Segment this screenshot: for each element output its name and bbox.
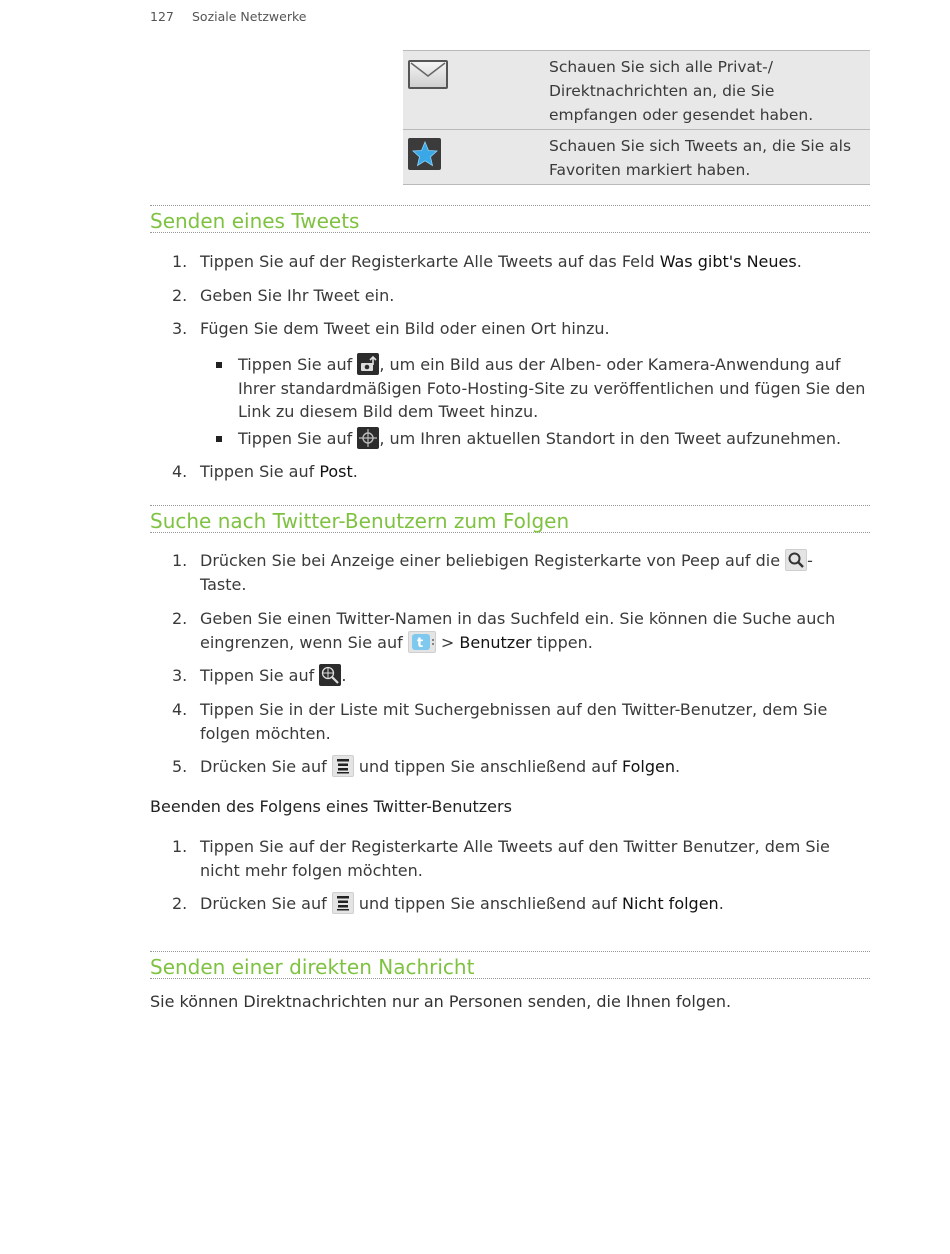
list-item: 2. Geben Sie Ihr Tweet ein. xyxy=(172,286,395,305)
icon-table xyxy=(403,50,870,185)
section-direkte-nachricht xyxy=(150,951,870,979)
list-item: 3. Tippen Sie auf . xyxy=(172,666,347,685)
chapter-title: Soziale Netzwerke xyxy=(192,9,307,24)
table-row xyxy=(403,129,870,184)
location-icon xyxy=(357,427,379,449)
page-number: 127 xyxy=(150,9,174,24)
mail-icon xyxy=(408,60,448,89)
list-item: 5. Drücken Sie auf und tippen Sie anschließend auf Folgen. xyxy=(172,757,681,776)
table-cell-description: Schauen Sie sich Tweets an, die Sie als Favoriten markiert haben. xyxy=(549,137,852,179)
table-row xyxy=(403,51,870,129)
page-header xyxy=(150,9,306,24)
bullet-marker xyxy=(216,436,222,442)
svg-text:t: t xyxy=(416,635,424,651)
camera-upload-icon xyxy=(357,353,379,375)
section-title: Senden eines Tweets xyxy=(150,205,870,233)
section-suche-benutzer xyxy=(150,505,870,533)
menu-key-icon xyxy=(332,755,354,777)
web-search-icon xyxy=(319,664,341,686)
list-item: 2. Drücken Sie auf und tippen Sie anschließend auf Nicht folgen. xyxy=(172,894,724,913)
list-item: 1. Tippen Sie auf der Registerkarte Alle Tweets auf den Twitter Benutzer, dem Sie nicht mehr folgen möchten. xyxy=(172,837,830,880)
list-item: 1. Drücken Sie bei Anzeige einer beliebigen Registerkarte von Peep auf die - Taste. xyxy=(172,551,813,594)
section-senden-tweets xyxy=(150,205,870,233)
list-item: 4. Tippen Sie auf Post. xyxy=(172,462,358,481)
section-title: Senden einer direkten Nachricht xyxy=(150,951,870,979)
paragraph: Sie können Direktnachrichten nur an Personen senden, die Ihnen folgen. xyxy=(150,992,732,1011)
section-title: Suche nach Twitter-Benutzern zum Folgen xyxy=(150,505,870,533)
menu-key-icon xyxy=(332,892,354,914)
subheading-unfollow: Beenden des Folgens eines Twitter-Benutzers xyxy=(150,797,512,816)
bullet-marker xyxy=(216,362,222,368)
star-icon xyxy=(408,138,441,170)
bullet-item: Tippen Sie auf , um ein Bild aus der Alben- oder Kamera-Anwendung auf Ihrer standardmäßigen Foto-Hosting-Site zu veröffentlichen und fügen Sie den Link zu diesem Bild dem Tweet hinzu. xyxy=(150,353,870,424)
search-key-icon xyxy=(785,549,807,571)
list-item: 4. Tippen Sie in der Liste mit Suchergebnissen auf den Twitter-Benutzer, dem Sie folgen möchten. xyxy=(172,700,828,743)
list-item: 3. Fügen Sie dem Tweet ein Bild oder einen Ort hinzu. xyxy=(172,319,610,338)
list-item: 2. Geben Sie einen Twitter-Namen in das Suchfeld ein. Sie können die Suche auch eingrenzen, wenn Sie auf t > Benutzer tippen. xyxy=(172,609,836,652)
list-item: 1. Tippen Sie auf der Registerkarte Alle Tweets auf das Feld Was gibt's Neues. xyxy=(172,252,802,271)
twitter-icon xyxy=(408,631,436,653)
bullet-item: Tippen Sie auf , um Ihren aktuellen Standort in den Tweet aufzunehmen. xyxy=(150,427,870,451)
table-cell-description: Schauen Sie sich alle Privat-/ Direktnachrichten an, die Sie empfangen oder gesendet haben. xyxy=(549,58,814,124)
